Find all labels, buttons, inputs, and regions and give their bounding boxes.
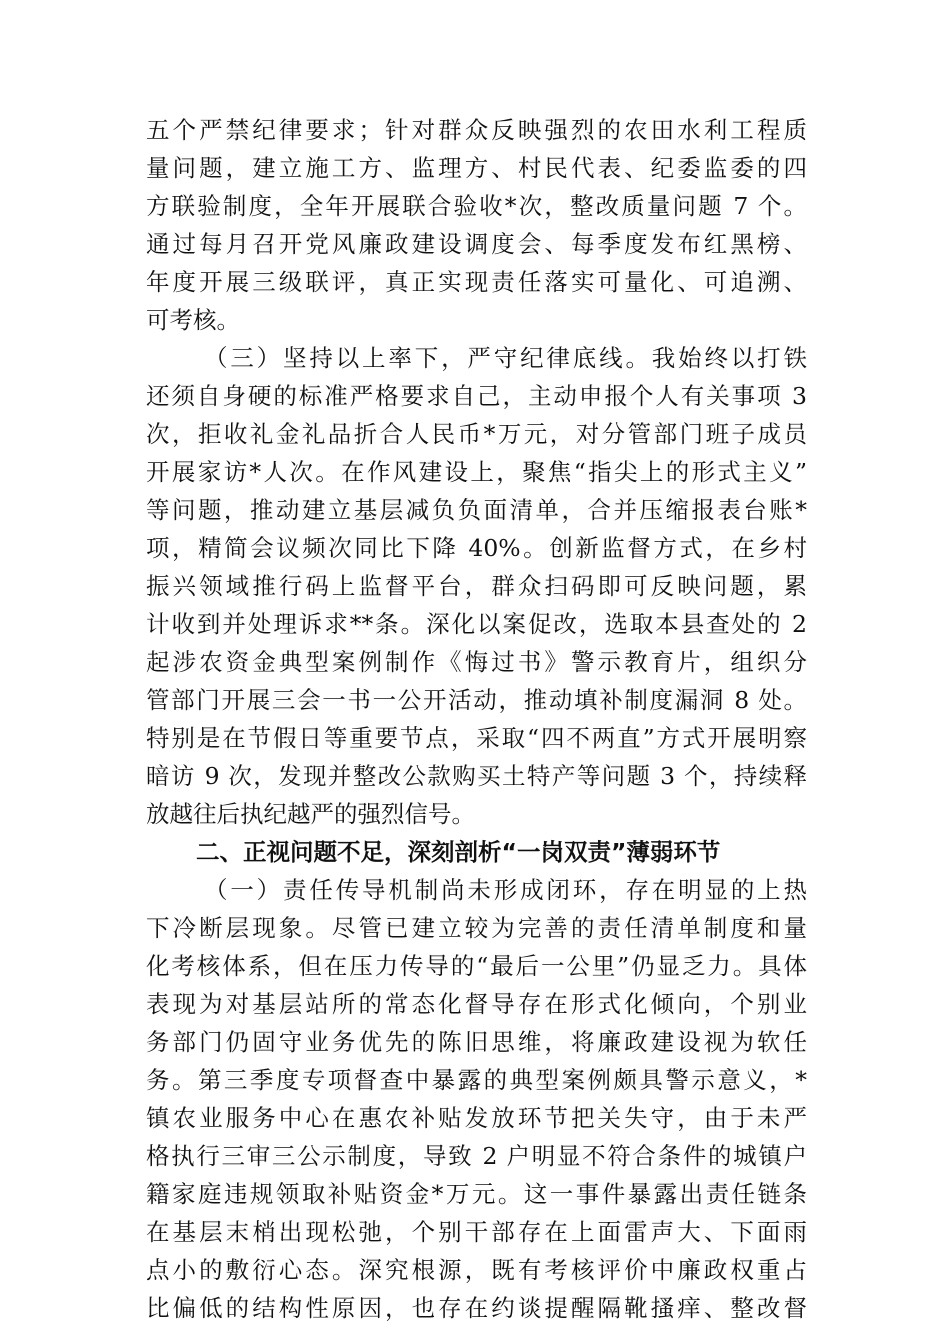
text-line: 通过每月召开党风廉政建设调度会、每季度发布红黑榜、 bbox=[146, 230, 807, 258]
text-line: 量问题，建立施工方、监理方、村民代表、纪委监委的四 bbox=[146, 154, 807, 182]
text-line: 年度开展三级联评，真正实现责任落实可量化、可追溯、 bbox=[146, 268, 807, 296]
text-line: 起涉农资金典型案例制作《悔过书》警示教育片，组织分 bbox=[146, 648, 807, 676]
text-line: 在基层末梢出现松弛，个别干部存在上面雷声大、下面雨 bbox=[146, 1218, 807, 1246]
text-line: 开展家访*人次。在作风建设上，聚焦“指尖上的形式主义” bbox=[146, 458, 807, 486]
text-line: 务部门仍固守业务优先的陈旧思维，将廉政建设视为软任 bbox=[146, 1028, 807, 1056]
section-heading: 二、正视问题不足，深刻剖析“一岗双责”薄弱环节 bbox=[196, 838, 721, 866]
text-line: 放越往后执纪越严的强烈信号。 bbox=[146, 800, 475, 828]
text-line: 点小的敷衍心态。深究根源，既有考核评价中廉政权重占 bbox=[146, 1256, 807, 1284]
text-line: 暗访 9 次，发现并整改公款购买土特产等问题 3 个，持续释 bbox=[146, 762, 807, 790]
text-line: 镇农业服务中心在惠农补贴发放环节把关失守，由于未严 bbox=[146, 1104, 807, 1132]
text-line: 项，精简会议频次同比下降 40%。创新监督方式，在乡村 bbox=[146, 534, 807, 562]
text-line: 表现为对基层站所的常态化督导存在形式化倾向，个别业 bbox=[146, 990, 807, 1018]
text-line: 计收到并处理诉求**条。深化以案促改，选取本县查处的 2 bbox=[146, 610, 807, 638]
text-line: 方联验制度，全年开展联合验收*次，整改质量问题 7 个。 bbox=[146, 192, 807, 220]
text-line: 化考核体系，但在压力传导的“最后一公里”仍显乏力。具体 bbox=[146, 952, 807, 980]
text-line: 五个严禁纪律要求；针对群众反映强烈的农田水利工程质 bbox=[146, 116, 807, 144]
subsection-1-first-line: （一）责任传导机制尚未形成闭环，存在明显的上热 bbox=[204, 876, 807, 904]
document-body bbox=[146, 111, 807, 1327]
text-line: 等问题，推动建立基层减负负面清单，合并压缩报表台账* bbox=[146, 496, 807, 524]
text-line: 管部门开展三会一书一公开活动，推动填补制度漏洞 8 处。 bbox=[146, 686, 807, 714]
text-line: 格执行三审三公示制度，导致 2 户明显不符合条件的城镇户 bbox=[146, 1142, 807, 1170]
text-line: 务。第三季度专项督查中暴露的典型案例颇具警示意义，* bbox=[146, 1066, 807, 1094]
text-line: 还须自身硬的标准严格要求自己，主动申报个人有关事项 3 bbox=[146, 382, 807, 410]
text-line: 特别是在节假日等重要节点，采取“四不两直”方式开展明察 bbox=[146, 724, 807, 752]
section-3-first-line: （三）坚持以上率下，严守纪律底线。我始终以打铁 bbox=[204, 344, 807, 372]
text-line: 可考核。 bbox=[146, 306, 240, 334]
text-line: 比偏低的结构性原因，也存在约谈提醒隔靴搔痒、整改督 bbox=[146, 1294, 807, 1322]
text-line: 振兴领域推行码上监督平台，群众扫码即可反映问题，累 bbox=[146, 572, 807, 600]
text-line: 下冷断层现象。尽管已建立较为完善的责任清单制度和量 bbox=[146, 914, 807, 942]
text-line: 次，拒收礼金礼品折合人民币*万元，对分管部门班子成员 bbox=[146, 420, 807, 448]
text-line: 籍家庭违规领取补贴资金*万元。这一事件暴露出责任链条 bbox=[146, 1180, 807, 1208]
